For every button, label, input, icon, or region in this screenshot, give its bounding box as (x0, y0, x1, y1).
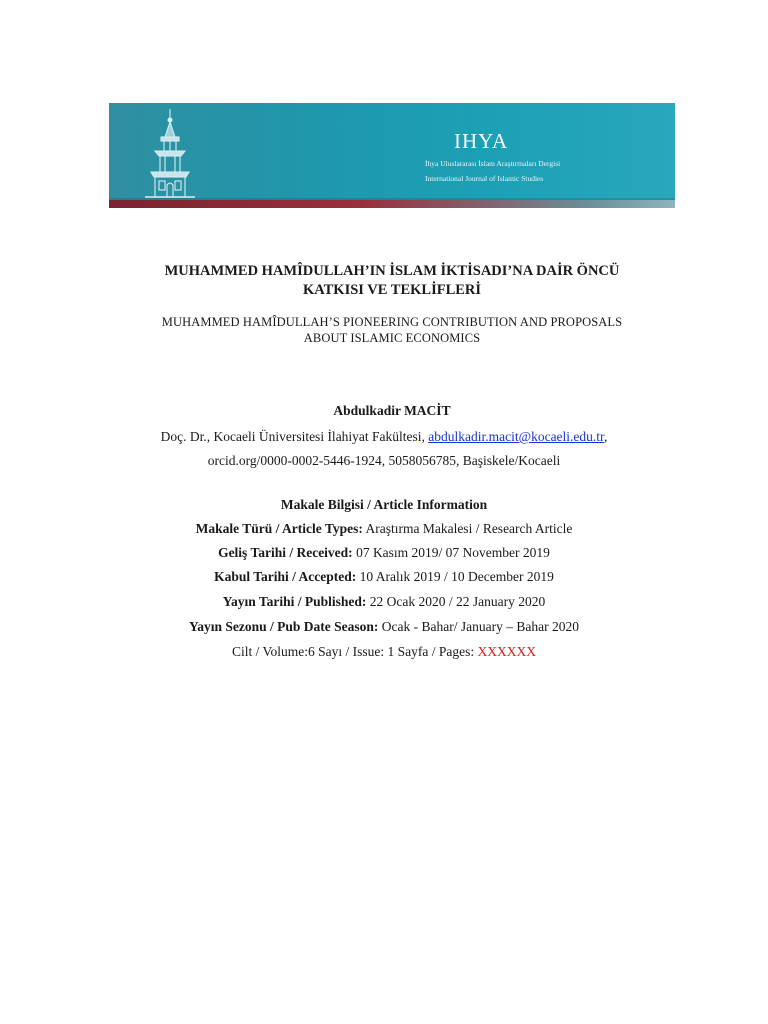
journal-subtitle-tr: İhya Uluslararası İslam Araştırmaları Dergisi (425, 159, 561, 168)
article-type-value: Araştırma Makalesi / Research Article (362, 521, 573, 536)
article-title-tr-line1: MUHAMMED HAMÎDULLAH’IN İSLAM İKTİSADI’NA DAİR ÖNCÜ (164, 263, 620, 279)
article-title-en-line1: MUHAMMED HAMÎDULLAH’S PIONEERING CONTRIBUTION AND PROPOSALS (161, 315, 623, 329)
journal-subtitle-en: International Journal of Islamic Studies (425, 174, 544, 183)
author-email-link[interactable]: abdulkadir.macit@kocaeli.edu.tr (428, 429, 605, 444)
author-name: Abdulkadir MACİT (333, 403, 451, 418)
season-label: Yayın Sezonu / Pub Date Season: (189, 619, 379, 634)
journal-title: IHYA (454, 129, 509, 153)
volume-text: Cilt / Volume:6 Sayı / Issue: 1 Sayfa / Pages: (232, 644, 478, 659)
banner-stripe (109, 200, 675, 208)
pages-value: XXXXXX (477, 644, 536, 659)
season-row (60, 618, 708, 636)
author-email-suffix: , (604, 429, 608, 444)
published-label: Yayın Tarihi / Published: (222, 594, 367, 609)
published-row (60, 593, 708, 611)
article-title-en (109, 314, 675, 346)
article-title-tr-line2: KATKISI VE TEKLİFLERİ (302, 282, 482, 298)
received-label: Geliş Tarihi / Received: (218, 545, 353, 560)
accepted-label: Kabul Tarihi / Accepted: (214, 569, 357, 584)
published-value: 22 Ocak 2020 / 22 January 2020 (366, 594, 546, 609)
author-contact: orcid.org/0000-0002-5446-1924, 5058056785, Başiskele/Kocaeli (207, 453, 561, 468)
accepted-value: 10 Aralık 2019 / 10 December 2019 (356, 569, 554, 584)
accepted-row (60, 568, 708, 586)
article-type-row (60, 520, 708, 538)
article-type-label: Makale Türü / Article Types: (195, 521, 363, 536)
received-row (60, 544, 708, 562)
journal-banner (109, 103, 675, 208)
volume-row (60, 643, 708, 661)
author-affiliation: Doç. Dr., Kocaeli Üniversitesi İlahiyat Fakültesi, (160, 429, 429, 444)
article-title-en-line2: ABOUT ISLAMIC ECONOMICS (303, 331, 481, 345)
season-value: Ocak - Bahar/ January – Bahar 2020 (378, 619, 579, 634)
received-value: 07 Kasım 2019/ 07 November 2019 (352, 545, 550, 560)
author-affiliation-line (60, 428, 708, 446)
minaret-logo-icon (139, 107, 201, 203)
article-info-heading: Makale Bilgisi / Article Information (280, 497, 488, 512)
article-title-tr (109, 262, 675, 300)
